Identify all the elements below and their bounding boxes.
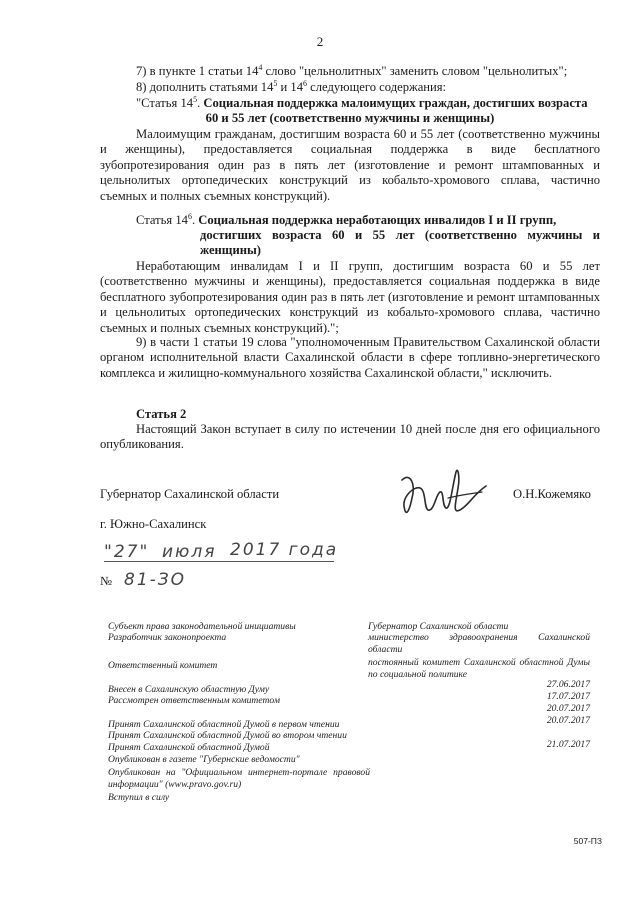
second-reading-label: Принят Сахалинской областной Думой во втором чтении <box>108 730 347 741</box>
first-reading-label: Принят Сахалинской областной Думой в первом чтении <box>108 719 340 730</box>
date-month: июля <box>162 542 217 562</box>
number-label: № <box>100 574 113 588</box>
item-7: 7) в пункте 1 статьи $14^4$ слово "цельнолитных" заменить словом "цельнолитых"; <box>136 63 568 78</box>
article-14-6-heading: Статья $14^6$. Социальная поддержка неработающих инвалидов I и II групп, <box>136 212 557 227</box>
footer-code: 507-ПЗ <box>573 836 602 846</box>
item-8: 8) дополнить статьями $14^5$ и $14^6$ следующего содержания: <box>136 79 447 94</box>
article-14-6-body: Неработающим инвалидам I и II групп, достигшим возраста 60 и 55 лет (соответственно мужчины и женщины), предоставляется социальная поддержка в виде бесплатного зубопротезирования один раз в пять лет (изготовление и ремонт штампованных и цельнолитых ортопедических конструкций из кобальто-хромового сплава, частично съемных и полных съемных конструкций)."; <box>100 259 600 335</box>
published-portal-label: Опубликован на "Официальном интернет-портале правовой информации" (www.pravo.gov.ru) <box>108 767 370 790</box>
signature-icon <box>390 458 500 528</box>
reviewed-label: Рассмотрен ответственным комитетом <box>108 695 280 706</box>
date-year: 2017 года <box>230 540 339 560</box>
law-number <box>100 570 220 594</box>
introduced-date: 27.06.2017 <box>546 679 590 690</box>
date-day: "27" <box>104 542 150 562</box>
city: г. Южно-Сахалинск <box>100 517 207 531</box>
reviewed-date: 17.07.2017 <box>546 691 590 702</box>
committee-value: постоянный комитет Сахалинской областной Думы по социальной политике <box>368 657 590 680</box>
article-2-body: Настоящий Закон вступает в силу по истечении 10 дней после дня его официального опубликования. <box>100 422 600 452</box>
handwritten-date <box>104 540 344 566</box>
page-number: 2 <box>316 34 324 49</box>
effective-label: Вступил в силу <box>108 792 170 803</box>
item-9: 9) в части 1 статьи 19 слова "уполномоченным Правительством Сахалинской области органом исполнительной власти Сахалинской области в сфере топливно-энергетического комплекса и жилищно-коммунального хозяйства Сахалинской области," исключить. <box>100 335 600 380</box>
article-14-6-heading-line2: достигших возраста 60 и 55 лет (соответственно мужчины и женщины) <box>200 228 600 258</box>
subject-value: Губернатор Сахалинской области <box>368 621 509 632</box>
subject-label: Субъект права законодательной инициативы <box>108 621 296 632</box>
article-14-5-body: Малоимущим гражданам, достигшим возраста 60 и 55 лет (соответственно мужчины и женщины), предоставляется социальная поддержка в виде бесплатного зубопротезирования один раз в пять лет (изготовление и ремонт штампованных и цельнолитых ортопедических конструкций из кобальто-хромового сплава, частично съемных и полных съемных конструкций). <box>100 127 600 203</box>
introduced-label: Внесен в Сахалинскую областную Думу <box>108 684 270 695</box>
article-14-5-heading: "Статья $14^5$. Социальная поддержка малоимущих граждан, достигших возраста <box>136 95 588 110</box>
governor-title: Губернатор Сахалинской области <box>100 487 280 501</box>
article-14-5-heading-line2: 60 и 55 лет (соответственно мужчины и женщины) <box>205 111 495 125</box>
governor-name: О.Н.Кожемяко <box>513 487 591 501</box>
reviewed-date-2: 20.07.2017 <box>546 703 590 714</box>
article-2-heading: Статья 2 <box>136 407 187 421</box>
developer-value: министерство здравоохранения Сахалинской области <box>368 632 590 655</box>
developer-label: Разработчик законопроекта <box>108 632 227 643</box>
date-underline <box>104 561 334 562</box>
first-reading-date: 20.07.2017 <box>546 715 590 726</box>
number-value: 81-ЗО <box>124 570 187 590</box>
committee-label: Ответственный комитет <box>108 660 218 671</box>
adopted-label: Принят Сахалинской областной Думой <box>108 742 270 753</box>
adopted-date: 21.07.2017 <box>546 739 590 750</box>
published-newspaper-label: Опубликован в газете "Губернские ведомости" <box>108 754 300 765</box>
